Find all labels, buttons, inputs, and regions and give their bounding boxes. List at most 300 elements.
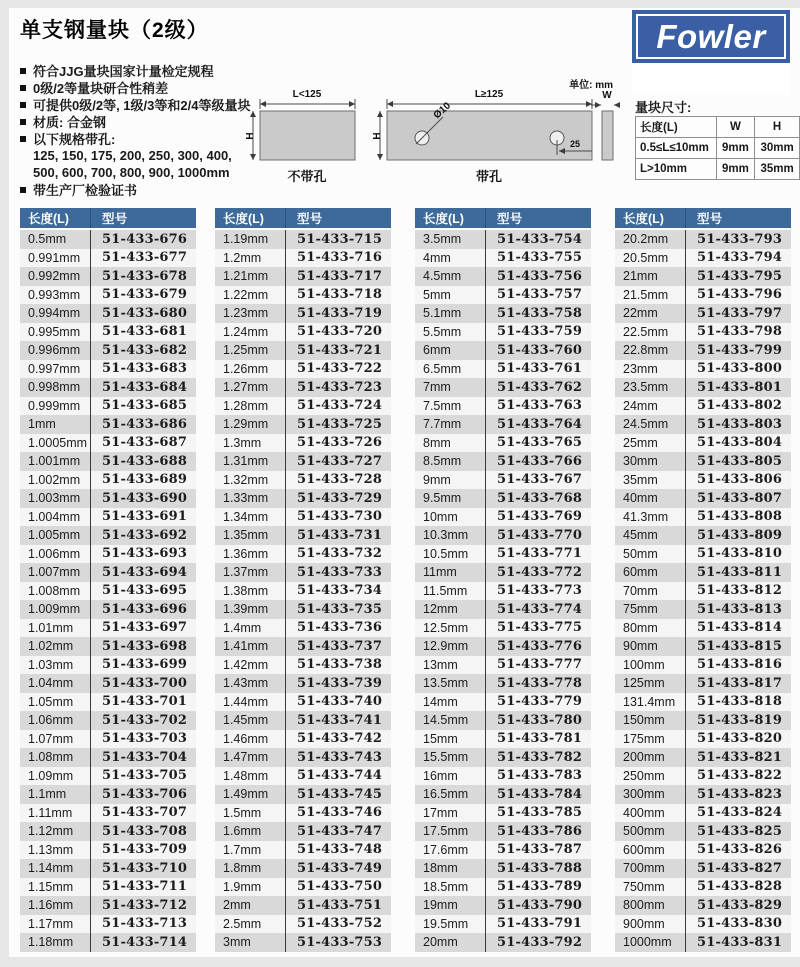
length-cell: 1.43mm (223, 676, 269, 691)
length-cell: 4.5mm (423, 269, 462, 284)
table-row (415, 785, 591, 804)
length-cell: 1.12mm (28, 824, 74, 839)
model-cell: 51-433-715 (285, 230, 391, 249)
table-row (615, 545, 791, 564)
model-cell: 51-433-732 (285, 545, 391, 564)
table-row (215, 452, 391, 471)
model-cell: 51-433-729 (285, 489, 391, 508)
length-cell: 7.7mm (423, 417, 462, 432)
length-cell: 14.5mm (423, 713, 469, 728)
table-row (215, 249, 391, 268)
table-row (615, 748, 791, 767)
length-cell: 1.9mm (223, 879, 262, 894)
table-row (615, 286, 791, 305)
table-row (415, 323, 591, 342)
table-row (615, 360, 791, 379)
table-header-row (415, 208, 591, 228)
gauge-table-4 (615, 208, 791, 952)
length-cell: 8.5mm (423, 454, 462, 469)
table-row (215, 711, 391, 730)
table-row (615, 674, 791, 693)
model-cell: 51-433-733 (285, 563, 391, 582)
model-cell: 51-433-792 (485, 933, 591, 952)
model-cell: 51-433-781 (485, 730, 591, 749)
bullet-square-icon (20, 136, 26, 142)
model-cell: 51-433-807 (685, 489, 791, 508)
table-row (215, 600, 391, 619)
table-row (20, 600, 196, 619)
table-row (20, 489, 196, 508)
table-row (415, 841, 591, 860)
header-length: 长度(L) (28, 212, 69, 226)
model-cell: 51-433-759 (485, 323, 591, 342)
h-dim-label: H (245, 132, 256, 140)
model-cell: 51-433-691 (90, 508, 196, 527)
model-cell: 51-433-762 (485, 378, 591, 397)
size-table-header-row (636, 117, 800, 138)
table-row (615, 267, 791, 286)
table-row (215, 341, 391, 360)
length-cell: 6mm (423, 343, 451, 358)
model-cell: 51-433-824 (685, 804, 791, 823)
length-cell: 17.5mm (423, 824, 469, 839)
length-cell: 1.11mm (28, 805, 73, 820)
length-cell: 700mm (623, 861, 665, 876)
table-row (215, 915, 391, 934)
length-cell: 80mm (623, 620, 658, 635)
size-cell: L>10mm (636, 159, 717, 180)
model-cell: 51-433-817 (685, 674, 791, 693)
model-cell: 51-433-736 (285, 619, 391, 638)
model-cell: 51-433-743 (285, 748, 391, 767)
table-row (415, 933, 591, 952)
table-row (615, 434, 791, 453)
length-cell: 1.15mm (28, 879, 74, 894)
table-row (20, 674, 196, 693)
model-cell: 51-433-720 (285, 323, 391, 342)
length-cell: 11.5mm (423, 583, 468, 598)
model-cell: 51-433-680 (90, 304, 196, 323)
table-row (215, 304, 391, 323)
side-view-block (602, 111, 613, 160)
model-cell: 51-433-697 (90, 619, 196, 638)
table-row (415, 267, 591, 286)
table-row (20, 582, 196, 601)
table-row (415, 896, 591, 915)
table-row (215, 545, 391, 564)
table-row (20, 841, 196, 860)
length-cell: 0.997mm (28, 361, 81, 376)
length-cell: 90mm (623, 639, 658, 654)
model-cell: 51-433-704 (90, 748, 196, 767)
block-no-hole (260, 111, 355, 160)
table-row (20, 656, 196, 675)
model-cell: 51-433-716 (285, 249, 391, 268)
length-cell: 400mm (623, 805, 665, 820)
model-cell: 51-433-765 (485, 434, 591, 453)
length-cell: 18.5mm (423, 879, 469, 894)
length-cell: 1.6mm (223, 824, 262, 839)
table-row (215, 508, 391, 527)
table-row (615, 915, 791, 934)
table-row (20, 545, 196, 564)
model-cell: 51-433-677 (90, 249, 196, 268)
feature-text: 材质: 合金钢 (33, 115, 106, 130)
table-row (415, 360, 591, 379)
table-row (615, 619, 791, 638)
model-cell: 51-433-689 (90, 471, 196, 490)
length-cell: 1.8mm (223, 861, 262, 876)
table-row (615, 378, 791, 397)
logo-underlay (632, 63, 790, 95)
table-row (215, 323, 391, 342)
table-row (415, 545, 591, 564)
model-cell: 51-433-695 (90, 582, 196, 601)
model-cell: 51-433-797 (685, 304, 791, 323)
feature-item (20, 96, 250, 113)
model-cell: 51-433-788 (485, 859, 591, 878)
gauge-table-2 (215, 208, 391, 952)
length-cell: 22.8mm (623, 343, 669, 358)
model-cell: 51-433-712 (90, 896, 196, 915)
length-cell: 1.003mm (28, 491, 81, 506)
table-row (215, 933, 391, 952)
size-cell: 30mm (755, 138, 800, 159)
model-cell: 51-433-685 (90, 397, 196, 416)
model-cell: 51-433-740 (285, 693, 391, 712)
length-cell: 0.992mm (28, 269, 81, 284)
table-row (615, 841, 791, 860)
model-cell: 51-433-779 (485, 693, 591, 712)
size-header-w: W (716, 117, 755, 138)
model-cell: 51-433-798 (685, 323, 791, 342)
length-cell: 22.5mm (623, 324, 669, 339)
hole-diameter-label: Ø10 (431, 100, 454, 122)
table-row (215, 859, 391, 878)
model-cell: 51-433-711 (90, 878, 196, 897)
table-row (415, 748, 591, 767)
length-cell: 1.0005mm (28, 435, 88, 450)
table-row (615, 304, 791, 323)
length-cell: 1.009mm (28, 602, 81, 617)
table-row (20, 693, 196, 712)
length-cell: 1.005mm (28, 528, 81, 543)
length-cell: 15.5mm (423, 750, 469, 765)
table-row (415, 415, 591, 434)
table-row (215, 526, 391, 545)
table-row (215, 804, 391, 823)
model-cell: 51-433-793 (685, 230, 791, 249)
model-cell: 51-433-703 (90, 730, 196, 749)
table-header-row (20, 208, 196, 228)
model-cell: 51-433-827 (685, 859, 791, 878)
table-row (615, 397, 791, 416)
length-cell: 1.03mm (28, 657, 74, 672)
length-cell: 13mm (423, 657, 458, 672)
feature-text: 带生产厂检验证书 (33, 183, 138, 198)
size-header-length: 长度(L) (636, 117, 717, 138)
feature-item-continued (20, 147, 250, 164)
table-row (215, 471, 391, 490)
length-cell: 24mm (623, 398, 658, 413)
brand-logo-frame (636, 14, 786, 59)
model-cell: 51-433-806 (685, 471, 791, 490)
table-row (215, 582, 391, 601)
length-cell: 1.23mm (223, 306, 269, 321)
length-cell: 1.31mm (223, 454, 269, 469)
model-cell: 51-433-764 (485, 415, 591, 434)
length-cell: 14mm (423, 694, 458, 709)
size-cell: 35mm (755, 159, 800, 180)
table-row (415, 619, 591, 638)
model-cell: 51-433-748 (285, 841, 391, 860)
length-cell: 25mm (623, 435, 658, 450)
model-cell: 51-433-825 (685, 822, 791, 841)
table-header-row (615, 208, 791, 228)
length-cell: 0.991mm (28, 250, 81, 265)
model-cell: 51-433-826 (685, 841, 791, 860)
table-row (415, 822, 591, 841)
table-row (415, 859, 591, 878)
model-cell: 51-433-753 (285, 933, 391, 952)
model-cell: 51-433-796 (685, 286, 791, 305)
length-cell: 1.02mm (28, 639, 74, 654)
length-cell: 19mm (423, 898, 458, 913)
left-length-dim: L<125 (292, 89, 322, 100)
model-cell: 51-433-728 (285, 471, 391, 490)
length-cell: 20mm (423, 935, 458, 950)
model-cell: 51-433-752 (285, 915, 391, 934)
length-cell: 1.32mm (223, 472, 269, 487)
length-cell: 900mm (623, 916, 665, 931)
length-cell: 60mm (623, 565, 658, 580)
size-table-row (636, 159, 800, 180)
model-cell: 51-433-699 (90, 656, 196, 675)
table-row (20, 249, 196, 268)
model-cell: 51-433-790 (485, 896, 591, 915)
model-cell: 51-433-745 (285, 785, 391, 804)
table-row (215, 286, 391, 305)
table-row (415, 471, 591, 490)
model-cell: 51-433-726 (285, 434, 391, 453)
model-cell: 51-433-777 (485, 656, 591, 675)
model-cell: 51-433-754 (485, 230, 591, 249)
model-cell: 51-433-713 (90, 915, 196, 934)
model-cell: 51-433-772 (485, 563, 591, 582)
model-cell: 51-433-738 (285, 656, 391, 675)
feature-text: 可提供0级/2等, 1级/3等和2/4等级量块 (33, 98, 251, 113)
length-cell: 5.5mm (423, 324, 462, 339)
feature-item (20, 62, 250, 79)
length-cell: 16mm (423, 768, 458, 783)
bullet-square-icon (20, 119, 26, 125)
table-row (20, 822, 196, 841)
length-cell: 23.5mm (623, 380, 669, 395)
table-row (615, 656, 791, 675)
length-cell: 800mm (623, 898, 665, 913)
model-cell: 51-433-724 (285, 397, 391, 416)
table-row (20, 471, 196, 490)
table-row (615, 767, 791, 786)
feature-item (20, 113, 250, 130)
table-row (415, 915, 591, 934)
header-length: 长度(L) (423, 212, 464, 226)
table-row (615, 822, 791, 841)
size-cell: 0.5≤L≤10mm (636, 138, 717, 159)
model-cell: 51-433-803 (685, 415, 791, 434)
length-cell: 23mm (623, 361, 658, 376)
model-cell: 51-433-756 (485, 267, 591, 286)
length-cell: 2mm (223, 898, 251, 913)
length-cell: 1.22mm (223, 287, 269, 302)
model-cell: 51-433-768 (485, 489, 591, 508)
spec-diagram (245, 76, 620, 191)
size-table-row (636, 138, 800, 159)
model-cell: 51-433-700 (90, 674, 196, 693)
model-cell: 51-433-731 (285, 526, 391, 545)
table-row (615, 600, 791, 619)
length-cell: 17mm (423, 805, 458, 820)
model-cell: 51-433-749 (285, 859, 391, 878)
model-cell: 51-433-761 (485, 360, 591, 379)
table-row (415, 378, 591, 397)
length-cell: 1.1mm (28, 787, 67, 802)
table-row (215, 230, 391, 249)
length-cell: 125mm (623, 676, 665, 691)
length-cell: 600mm (623, 842, 665, 857)
model-cell: 51-433-758 (485, 304, 591, 323)
model-cell: 51-433-799 (685, 341, 791, 360)
hole-offset-label: 25 (569, 139, 581, 149)
table-body (20, 230, 196, 952)
model-cell: 51-433-802 (685, 397, 791, 416)
model-cell: 51-433-821 (685, 748, 791, 767)
table-row (615, 341, 791, 360)
length-cell: 1.13mm (28, 842, 74, 857)
model-cell: 51-433-789 (485, 878, 591, 897)
model-cell: 51-433-774 (485, 600, 591, 619)
length-cell: 1.008mm (28, 583, 81, 598)
table-row (615, 508, 791, 527)
model-cell: 51-433-815 (685, 637, 791, 656)
table-row (615, 896, 791, 915)
table-row (615, 933, 791, 952)
table-row (20, 323, 196, 342)
model-cell: 51-433-816 (685, 656, 791, 675)
model-cell: 51-433-831 (685, 933, 791, 952)
length-cell: 8mm (423, 435, 451, 450)
length-cell: 1.44mm (223, 694, 269, 709)
model-cell: 51-433-725 (285, 415, 391, 434)
length-cell: 300mm (623, 787, 665, 802)
table-row (415, 804, 591, 823)
table-body (615, 230, 791, 952)
model-cell: 51-433-813 (685, 600, 791, 619)
model-cell: 51-433-801 (685, 378, 791, 397)
model-cell: 51-433-823 (685, 785, 791, 804)
table-row (415, 582, 591, 601)
model-cell: 51-433-769 (485, 508, 591, 527)
length-cell: 10.3mm (423, 528, 469, 543)
length-cell: 75mm (623, 602, 658, 617)
table-row (215, 785, 391, 804)
length-cell: 1.18mm (28, 935, 74, 950)
length-cell: 1.25mm (223, 343, 269, 358)
model-cell: 51-433-818 (685, 693, 791, 712)
table-row (615, 730, 791, 749)
model-cell: 51-433-778 (485, 674, 591, 693)
header-model: 型号 (685, 208, 791, 228)
table-row (20, 378, 196, 397)
length-cell: 1.37mm (223, 565, 269, 580)
table-row (20, 785, 196, 804)
table-row (215, 822, 391, 841)
model-cell: 51-433-718 (285, 286, 391, 305)
model-cell: 51-433-708 (90, 822, 196, 841)
model-cell: 51-433-808 (685, 508, 791, 527)
length-cell: 1.35mm (223, 528, 269, 543)
table-row (215, 378, 391, 397)
length-cell: 1.4mm (223, 620, 262, 635)
length-cell: 1.24mm (223, 324, 269, 339)
length-cell: 20.2mm (623, 232, 669, 247)
model-cell: 51-433-734 (285, 582, 391, 601)
model-cell: 51-433-746 (285, 804, 391, 823)
model-cell: 51-433-730 (285, 508, 391, 527)
size-table-caption: 量块尺寸: (635, 100, 692, 115)
length-cell: 150mm (623, 713, 665, 728)
table-row (215, 693, 391, 712)
model-cell: 51-433-795 (685, 267, 791, 286)
w-dim-label: W (602, 90, 612, 101)
length-cell: 1.006mm (28, 546, 81, 561)
table-row (215, 896, 391, 915)
bullet-square-icon (20, 85, 26, 91)
length-cell: 35mm (623, 472, 658, 487)
feature-text: 以下规格带孔: (33, 132, 116, 147)
model-cell: 51-433-687 (90, 434, 196, 453)
model-cell: 51-433-709 (90, 841, 196, 860)
length-cell: 0.999mm (28, 398, 81, 413)
table-row (615, 415, 791, 434)
model-cell: 51-433-794 (685, 249, 791, 268)
table-row (20, 397, 196, 416)
table-row (20, 286, 196, 305)
model-cell: 51-433-780 (485, 711, 591, 730)
model-cell: 51-433-811 (685, 563, 791, 582)
length-cell: 1.39mm (223, 602, 269, 617)
model-cell: 51-433-776 (485, 637, 591, 656)
table-row (20, 563, 196, 582)
length-cell: 1.09mm (28, 768, 74, 783)
length-cell: 1.49mm (223, 787, 269, 802)
model-cell: 51-433-784 (485, 785, 591, 804)
model-cell: 51-433-684 (90, 378, 196, 397)
model-cell: 51-433-820 (685, 730, 791, 749)
length-cell: 0.994mm (28, 306, 81, 321)
length-cell: 15mm (423, 731, 458, 746)
length-cell: 100mm (623, 657, 665, 672)
table-row (215, 489, 391, 508)
model-cell: 51-433-819 (685, 711, 791, 730)
length-cell: 0.993mm (28, 287, 81, 302)
model-cell: 51-433-814 (685, 619, 791, 638)
length-cell: 45mm (623, 528, 658, 543)
page-title: 单支钢量块（2级） (20, 19, 209, 42)
model-cell: 51-433-696 (90, 600, 196, 619)
table-row (20, 267, 196, 286)
model-cell: 51-433-692 (90, 526, 196, 545)
